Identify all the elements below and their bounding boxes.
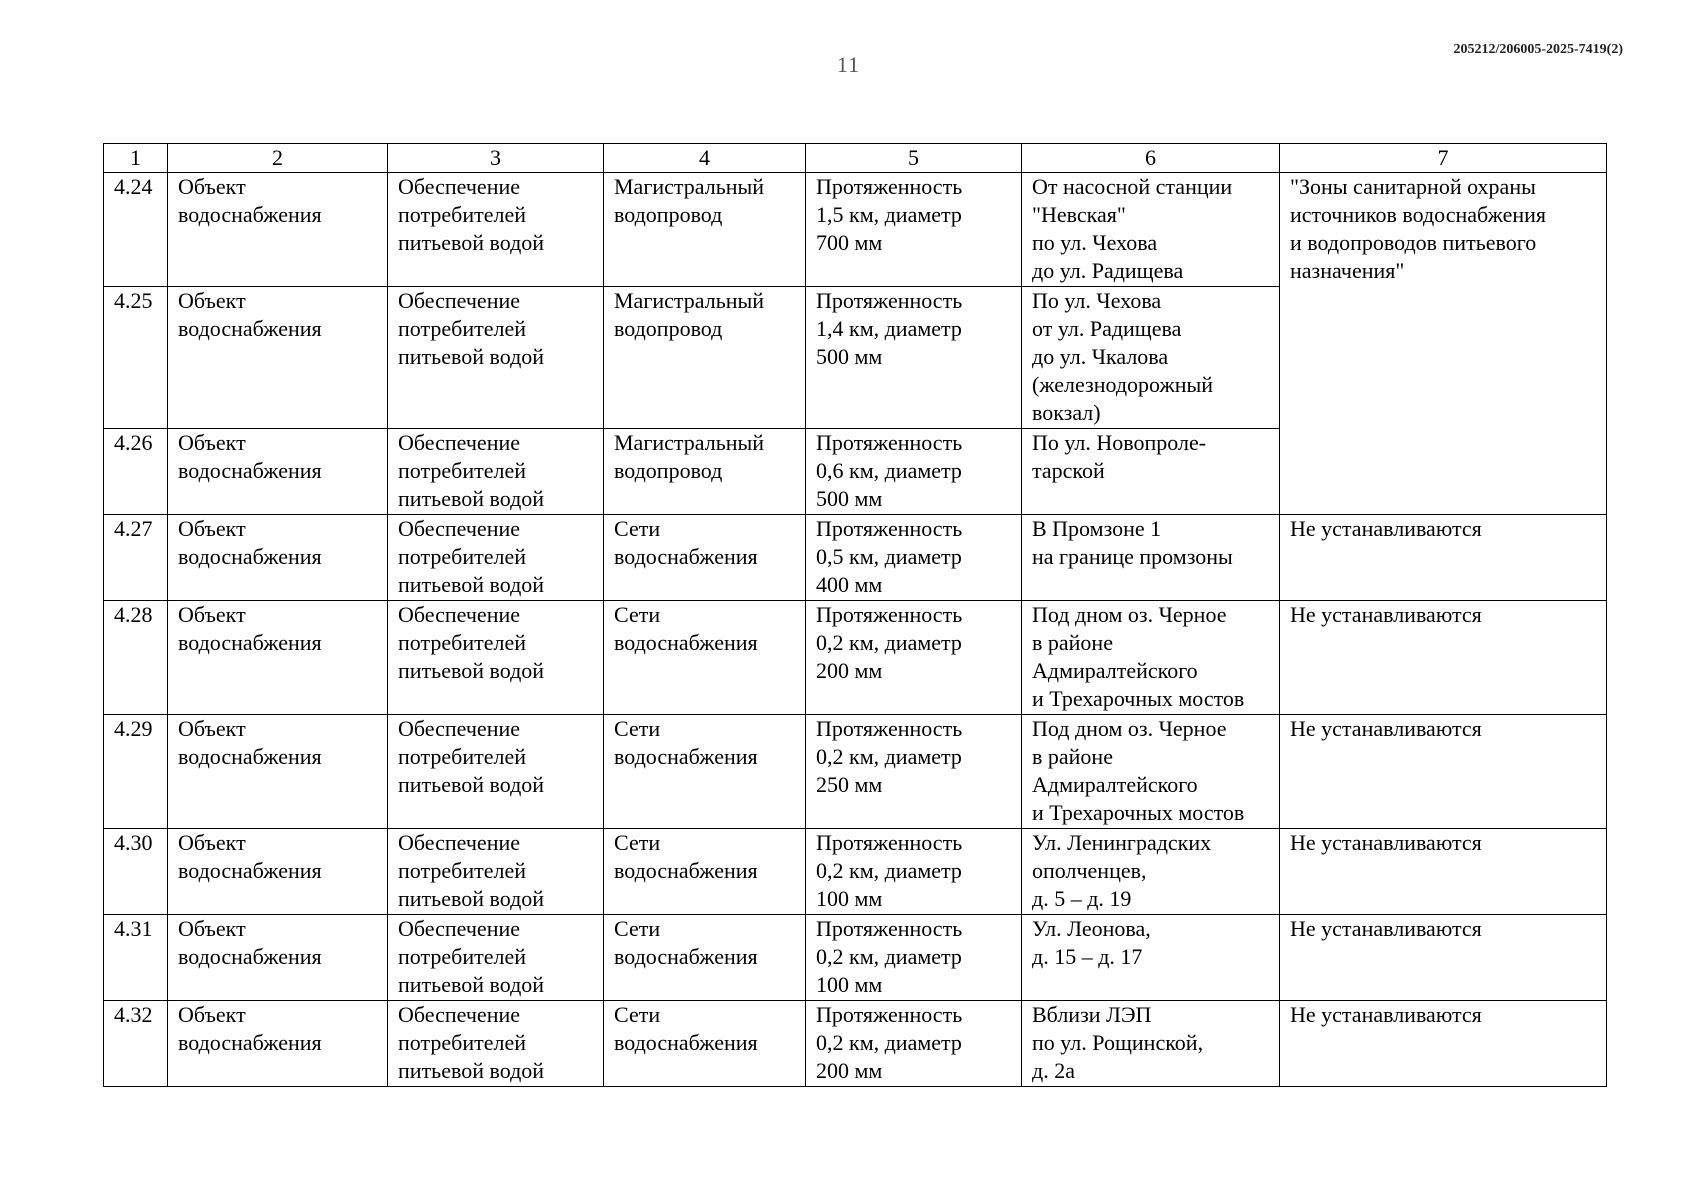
object-type-cell: Объект водоснабжения <box>168 915 388 1001</box>
object-type-cell: Объект водоснабжения <box>168 601 388 715</box>
object-type-cell: Объект водоснабжения <box>168 429 388 515</box>
zones-cell: Не устанавливаются <box>1280 715 1607 829</box>
document-code: 205212/206005-2025-7419(2) <box>1453 42 1623 57</box>
row-number: 4.28 <box>104 601 168 715</box>
row-number: 4.30 <box>104 829 168 915</box>
location-cell: Ул. Ленинградских ополченцев, д. 5 – д. 19 <box>1022 829 1280 915</box>
header-cell-1: 1 <box>104 144 168 173</box>
purpose-cell: Обеспечение потребителей питьевой водой <box>388 715 604 829</box>
table-row <box>104 829 1607 915</box>
header-cell-2: 2 <box>168 144 388 173</box>
zones-merged-cell: "Зоны санитарной охраны источников водоснабжения и водопроводов питьевого назначения" <box>1280 173 1607 515</box>
characteristics-cell: Протяженность 1,4 км, диаметр 500 мм <box>806 287 1022 429</box>
characteristics-cell: Протяженность 0,2 км, диаметр 100 мм <box>806 915 1022 1001</box>
object-kind-cell: Сети водоснабжения <box>604 601 806 715</box>
object-kind-cell: Сети водоснабжения <box>604 829 806 915</box>
characteristics-cell: Протяженность 0,2 км, диаметр 250 мм <box>806 715 1022 829</box>
header-cell-4: 4 <box>604 144 806 173</box>
zones-cell: Не устанавливаются <box>1280 601 1607 715</box>
characteristics-cell: Протяженность 0,2 км, диаметр 200 мм <box>806 1001 1022 1087</box>
characteristics-cell: Протяженность 0,6 км, диаметр 500 мм <box>806 429 1022 515</box>
object-kind-cell: Сети водоснабжения <box>604 715 806 829</box>
object-kind-cell: Магистральный водопровод <box>604 429 806 515</box>
purpose-cell: Обеспечение потребителей питьевой водой <box>388 1001 604 1087</box>
row-number: 4.25 <box>104 287 168 429</box>
object-type-cell: Объект водоснабжения <box>168 829 388 915</box>
row-number: 4.29 <box>104 715 168 829</box>
location-cell: В Промзоне 1 на границе промзоны <box>1022 515 1280 601</box>
location-cell: Под дном оз. Черное в районе Адмиралтейского и Трехарочных мостов <box>1022 601 1280 715</box>
location-cell: Под дном оз. Черное в районе Адмиралтейского и Трехарочных мостов <box>1022 715 1280 829</box>
zones-cell: Не устанавливаются <box>1280 1001 1607 1087</box>
purpose-cell: Обеспечение потребителей питьевой водой <box>388 287 604 429</box>
table-row <box>104 915 1607 1001</box>
table-row <box>104 515 1607 601</box>
row-number: 4.24 <box>104 173 168 287</box>
purpose-cell: Обеспечение потребителей питьевой водой <box>388 915 604 1001</box>
object-type-cell: Объект водоснабжения <box>168 715 388 829</box>
zones-cell: Не устанавливаются <box>1280 829 1607 915</box>
location-cell: По ул. Новопроле- тарской <box>1022 429 1280 515</box>
object-kind-cell: Сети водоснабжения <box>604 515 806 601</box>
purpose-cell: Обеспечение потребителей питьевой водой <box>388 829 604 915</box>
object-type-cell: Объект водоснабжения <box>168 173 388 287</box>
water-supply-table <box>103 143 1607 1087</box>
object-kind-cell: Сети водоснабжения <box>604 1001 806 1087</box>
row-number: 4.27 <box>104 515 168 601</box>
zones-cell: Не устанавливаются <box>1280 915 1607 1001</box>
purpose-cell: Обеспечение потребителей питьевой водой <box>388 173 604 287</box>
purpose-cell: Обеспечение потребителей питьевой водой <box>388 515 604 601</box>
object-kind-cell: Магистральный водопровод <box>604 173 806 287</box>
table-row <box>104 715 1607 829</box>
table-row <box>104 173 1607 287</box>
location-cell: От насосной станции "Невская" по ул. Чехова до ул. Радищева <box>1022 173 1280 287</box>
table-header-row <box>104 144 1607 173</box>
header-cell-7: 7 <box>1280 144 1607 173</box>
purpose-cell: Обеспечение потребителей питьевой водой <box>388 429 604 515</box>
characteristics-cell: Протяженность 0,2 км, диаметр 100 мм <box>806 829 1022 915</box>
header-cell-3: 3 <box>388 144 604 173</box>
location-cell: По ул. Чехова от ул. Радищева до ул. Чкалова (железнодорожный вокзал) <box>1022 287 1280 429</box>
zones-cell: Не устанавливаются <box>1280 515 1607 601</box>
object-type-cell: Объект водоснабжения <box>168 1001 388 1087</box>
page-number: 11 <box>836 52 861 77</box>
location-cell: Ул. Леонова, д. 15 – д. 17 <box>1022 915 1280 1001</box>
characteristics-cell: Протяженность 0,5 км, диаметр 400 мм <box>806 515 1022 601</box>
row-number: 4.31 <box>104 915 168 1001</box>
header-cell-6: 6 <box>1022 144 1280 173</box>
table-row <box>104 1001 1607 1087</box>
object-kind-cell: Магистральный водопровод <box>604 287 806 429</box>
purpose-cell: Обеспечение потребителей питьевой водой <box>388 601 604 715</box>
row-number: 4.32 <box>104 1001 168 1087</box>
location-cell: Вблизи ЛЭП по ул. Рощинской, д. 2а <box>1022 1001 1280 1087</box>
object-kind-cell: Сети водоснабжения <box>604 915 806 1001</box>
row-number: 4.26 <box>104 429 168 515</box>
object-type-cell: Объект водоснабжения <box>168 287 388 429</box>
characteristics-cell: Протяженность 1,5 км, диаметр 700 мм <box>806 173 1022 287</box>
table-row <box>104 601 1607 715</box>
object-type-cell: Объект водоснабжения <box>168 515 388 601</box>
header-cell-5: 5 <box>806 144 1022 173</box>
characteristics-cell: Протяженность 0,2 км, диаметр 200 мм <box>806 601 1022 715</box>
